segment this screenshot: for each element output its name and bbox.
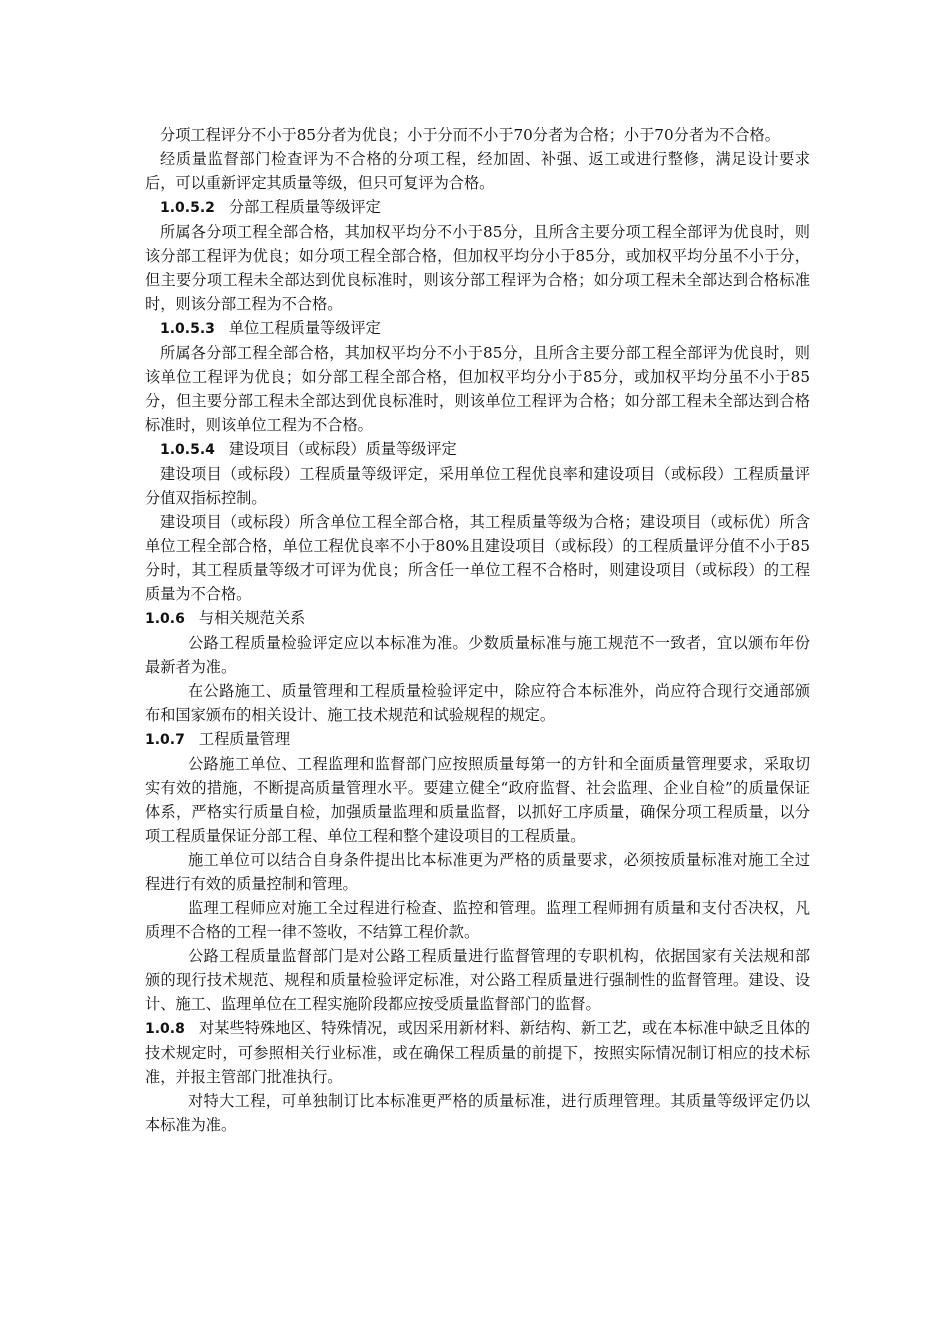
section-number: 1.0.8 bbox=[145, 1021, 185, 1037]
paragraph: 分项工程评分不小于85分者为优良；小于分而不小于70分者为合格；小于70分者为不合格。 bbox=[160, 126, 780, 144]
paragraph: 公路工程质量检验评定应以本标准为准。少数质量标准与施工规范不一致者，宜以颁布年份最新者为准。 bbox=[145, 634, 810, 676]
paragraph: 经质量监督部门检查评为不合格的分项工程，经加固、补强、返工或进行整修，满足设计要求后，可以重新评定其质量等级，但只可复评为合格。 bbox=[145, 150, 810, 192]
paragraph: 公路工程质量监督部门是对公路工程质量进行监督管理的专职机构，依据国家有关法规和部颁的现行技术规范、规程和质量检验评定标准，对公路工程质量进行强制性的监督管理。建设、设计、施工、监理单位在工程实施阶段都应按受质量监督部门的监督。 bbox=[145, 947, 810, 1013]
paragraph: 建设项目（或标段）工程质量等级评定，采用单位工程优良率和建设项目（或标段）工程质量评分值双指标控制。 bbox=[145, 465, 810, 507]
section-number: 1.0.6 bbox=[145, 611, 185, 627]
section-text: 对某些特殊地区、特殊情况，或因采用新材料、新结构、新工艺，或在本标准中缺乏且体的技术规定时，可参照相关行业标准，或在确保工程质量的前提下，按照实际情况制订相应的技术标准，并报主管部门批准执行。 bbox=[145, 1019, 810, 1086]
paragraph: 所属各分部工程全部合格，其加权平均分不小于85分，且所含主要分部工程全部评为优良时，则该单位工程评为优良；如分部工程全部合格，但加权平均分小于85分，或加权平均分虽不小于85分，但主要分部工程未全部达到优良标准时，则该单位工程评为合格；如分部工程未全部达到合格标准时，则该单位工程为不合格。 bbox=[145, 344, 810, 434]
section-title: 与相关规范关系 bbox=[198, 609, 306, 627]
paragraph: 公路施工单位、工程监理和监督部门应按照质量每第一的方针和全面质量管理要求，采取切实有效的措施，不断提高质量管理水平。要建立健全“政府监督、社会监理、企业自检”的质量保证体系，严格实行质量自检，加强质量监理和质量监督，以抓好工序质量，确保分项工程质量，以分项工程质量保证分部工程、单位工程和整个建设项目的工程质量。 bbox=[145, 755, 810, 845]
section-number: 1.0.5.4 bbox=[160, 442, 215, 458]
section-number: 1.0.7 bbox=[145, 732, 185, 748]
section-heading bbox=[145, 727, 810, 752]
paragraph: 施工单位可以结合自身条件提出比本标准更为严格的质量要求，必须按质量标准对施工全过程进行有效的质量控制和管理。 bbox=[145, 851, 810, 893]
document-page bbox=[145, 123, 810, 1137]
section-title: 分部工程质量等级评定 bbox=[228, 198, 381, 216]
subsection-heading bbox=[145, 316, 810, 341]
section-paragraph bbox=[145, 1016, 810, 1089]
section-heading bbox=[145, 606, 810, 631]
section-title: 工程质量管理 bbox=[198, 730, 290, 748]
paragraph: 所属各分项工程全部合格，其加权平均分不小于85分，且所含主要分项工程全部评为优良时，则该分部工程评为优良；如分项工程全部合格，但加权平均分小于85分，或加权平均分虽不小于分，但主要分项工程未全部达到优良标准时，则该分部工程评为合格；如分项工程未全部达到合格标准时，则该分部工程为不合格。 bbox=[145, 223, 810, 313]
paragraph: 在公路施工、质量管理和工程质量检验评定中，除应符合本标准外，尚应符合现行交通部颁布和国家颁布的相关设计、施工技术规范和试验规程的规定。 bbox=[145, 682, 810, 724]
section-number: 1.0.5.3 bbox=[160, 321, 215, 337]
paragraph: 监理工程师应对施工全过程进行检查、监控和管理。监理工程师拥有质量和支付否决权，凡质理不合格的工程一律不签收，不结算工程价款。 bbox=[145, 899, 810, 941]
section-number: 1.0.5.2 bbox=[160, 200, 215, 216]
subsection-heading bbox=[145, 437, 810, 462]
paragraph: 对特大工程，可单独制订比本标准更严格的质量标准，进行质理管理。其质量等级评定仍以本标准为准。 bbox=[145, 1092, 810, 1134]
paragraph: 建设项目（或标段）所含单位工程全部合格，其工程质量等级为合格；建设项目（或标优）所含单位工程全部合格，单位工程优良率不小于80%且建设项目（或标段）的工程质量评分值不小于85分时，其工程质量等级才可评为优良；所含任一单位工程不合格时，则建设项目（或标段）的工程质量为不合格。 bbox=[145, 513, 810, 603]
section-title: 单位工程质量等级评定 bbox=[228, 319, 381, 337]
subsection-heading bbox=[145, 195, 810, 220]
section-title: 建设项目（或标段）质量等级评定 bbox=[228, 440, 457, 458]
